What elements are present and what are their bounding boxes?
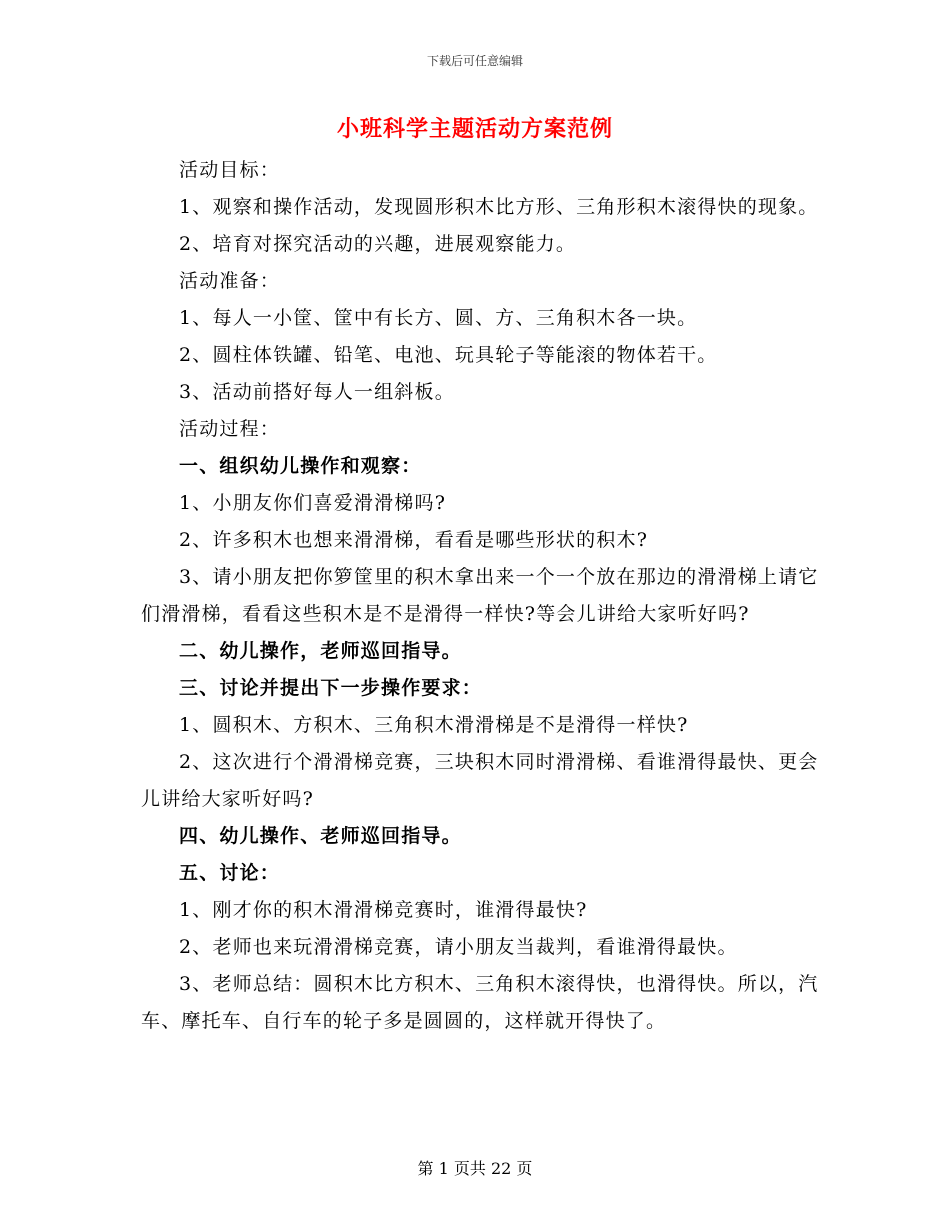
paragraph: 3、老师总结：圆积木比方积木、三角积木滚得快，也滑得快。所以，汽车、摩托车、自行车的轮子多是圆圆的，这样就开得快了。 [141, 973, 819, 1032]
paragraph: 2、许多积木也想来滑滑梯，看看是哪些形状的积木? [179, 529, 649, 551]
paragraph: 活动目标： [179, 159, 281, 181]
section-heading: 四、幼儿操作、老师巡回指导。 [179, 825, 462, 847]
page-number: 第 1 页共 22 页 [417, 1159, 533, 1178]
section-heading: 五、讨论： [179, 862, 281, 884]
paragraph: 活动过程： [179, 418, 281, 440]
section-heading: 三、讨论并提出下一步操作要求： [179, 677, 483, 699]
section-heading: 二、幼儿操作，老师巡回指导。 [179, 640, 462, 662]
paragraph: 1、观察和操作活动，发现圆形积木比方形、三角形积木滚得快的现象。 [179, 196, 819, 218]
page-header-note: 下载后可任意编辑 [426, 54, 523, 68]
paragraph: 1、每人一小筐、筐中有长方、圆、方、三角积木各一块。 [179, 307, 698, 329]
paragraph: 3、活动前搭好每人一组斜板。 [179, 381, 455, 403]
paragraph: 1、刚才你的积木滑滑梯竞赛时，谁滑得最快? [179, 899, 588, 921]
document-body [141, 152, 821, 1040]
paragraph: 1、小朋友你们喜爱滑滑梯吗? [179, 492, 447, 514]
paragraph: 2、这次进行个滑滑梯竞赛，三块积木同时滑滑梯、看谁滑得最快、更会儿讲给大家听好吗? [141, 751, 819, 810]
paragraph: 2、老师也来玩滑滑梯竞赛，请小朋友当裁判，看谁滑得最快。 [179, 936, 738, 958]
paragraph: 2、圆柱体铁罐、铅笔、电池、玩具轮子等能滚的物体若干。 [179, 344, 718, 366]
paragraph: 活动准备： [179, 270, 281, 292]
section-heading: 一、组织幼儿操作和观察： [179, 455, 422, 477]
paragraph: 1、圆积木、方积木、三角积木滑滑梯是不是滑得一样快? [179, 714, 689, 736]
paragraph: 2、培育对探究活动的兴趣，进展观察能力。 [179, 233, 577, 255]
paragraph: 3、请小朋友把你箩筐里的积木拿出来一个一个放在那边的滑滑梯上请它们滑滑梯，看看这些积木是不是滑得一样快?等会儿讲给大家听好吗? [141, 566, 819, 625]
document-title: 小班科学主题活动方案范例 [336, 116, 613, 142]
